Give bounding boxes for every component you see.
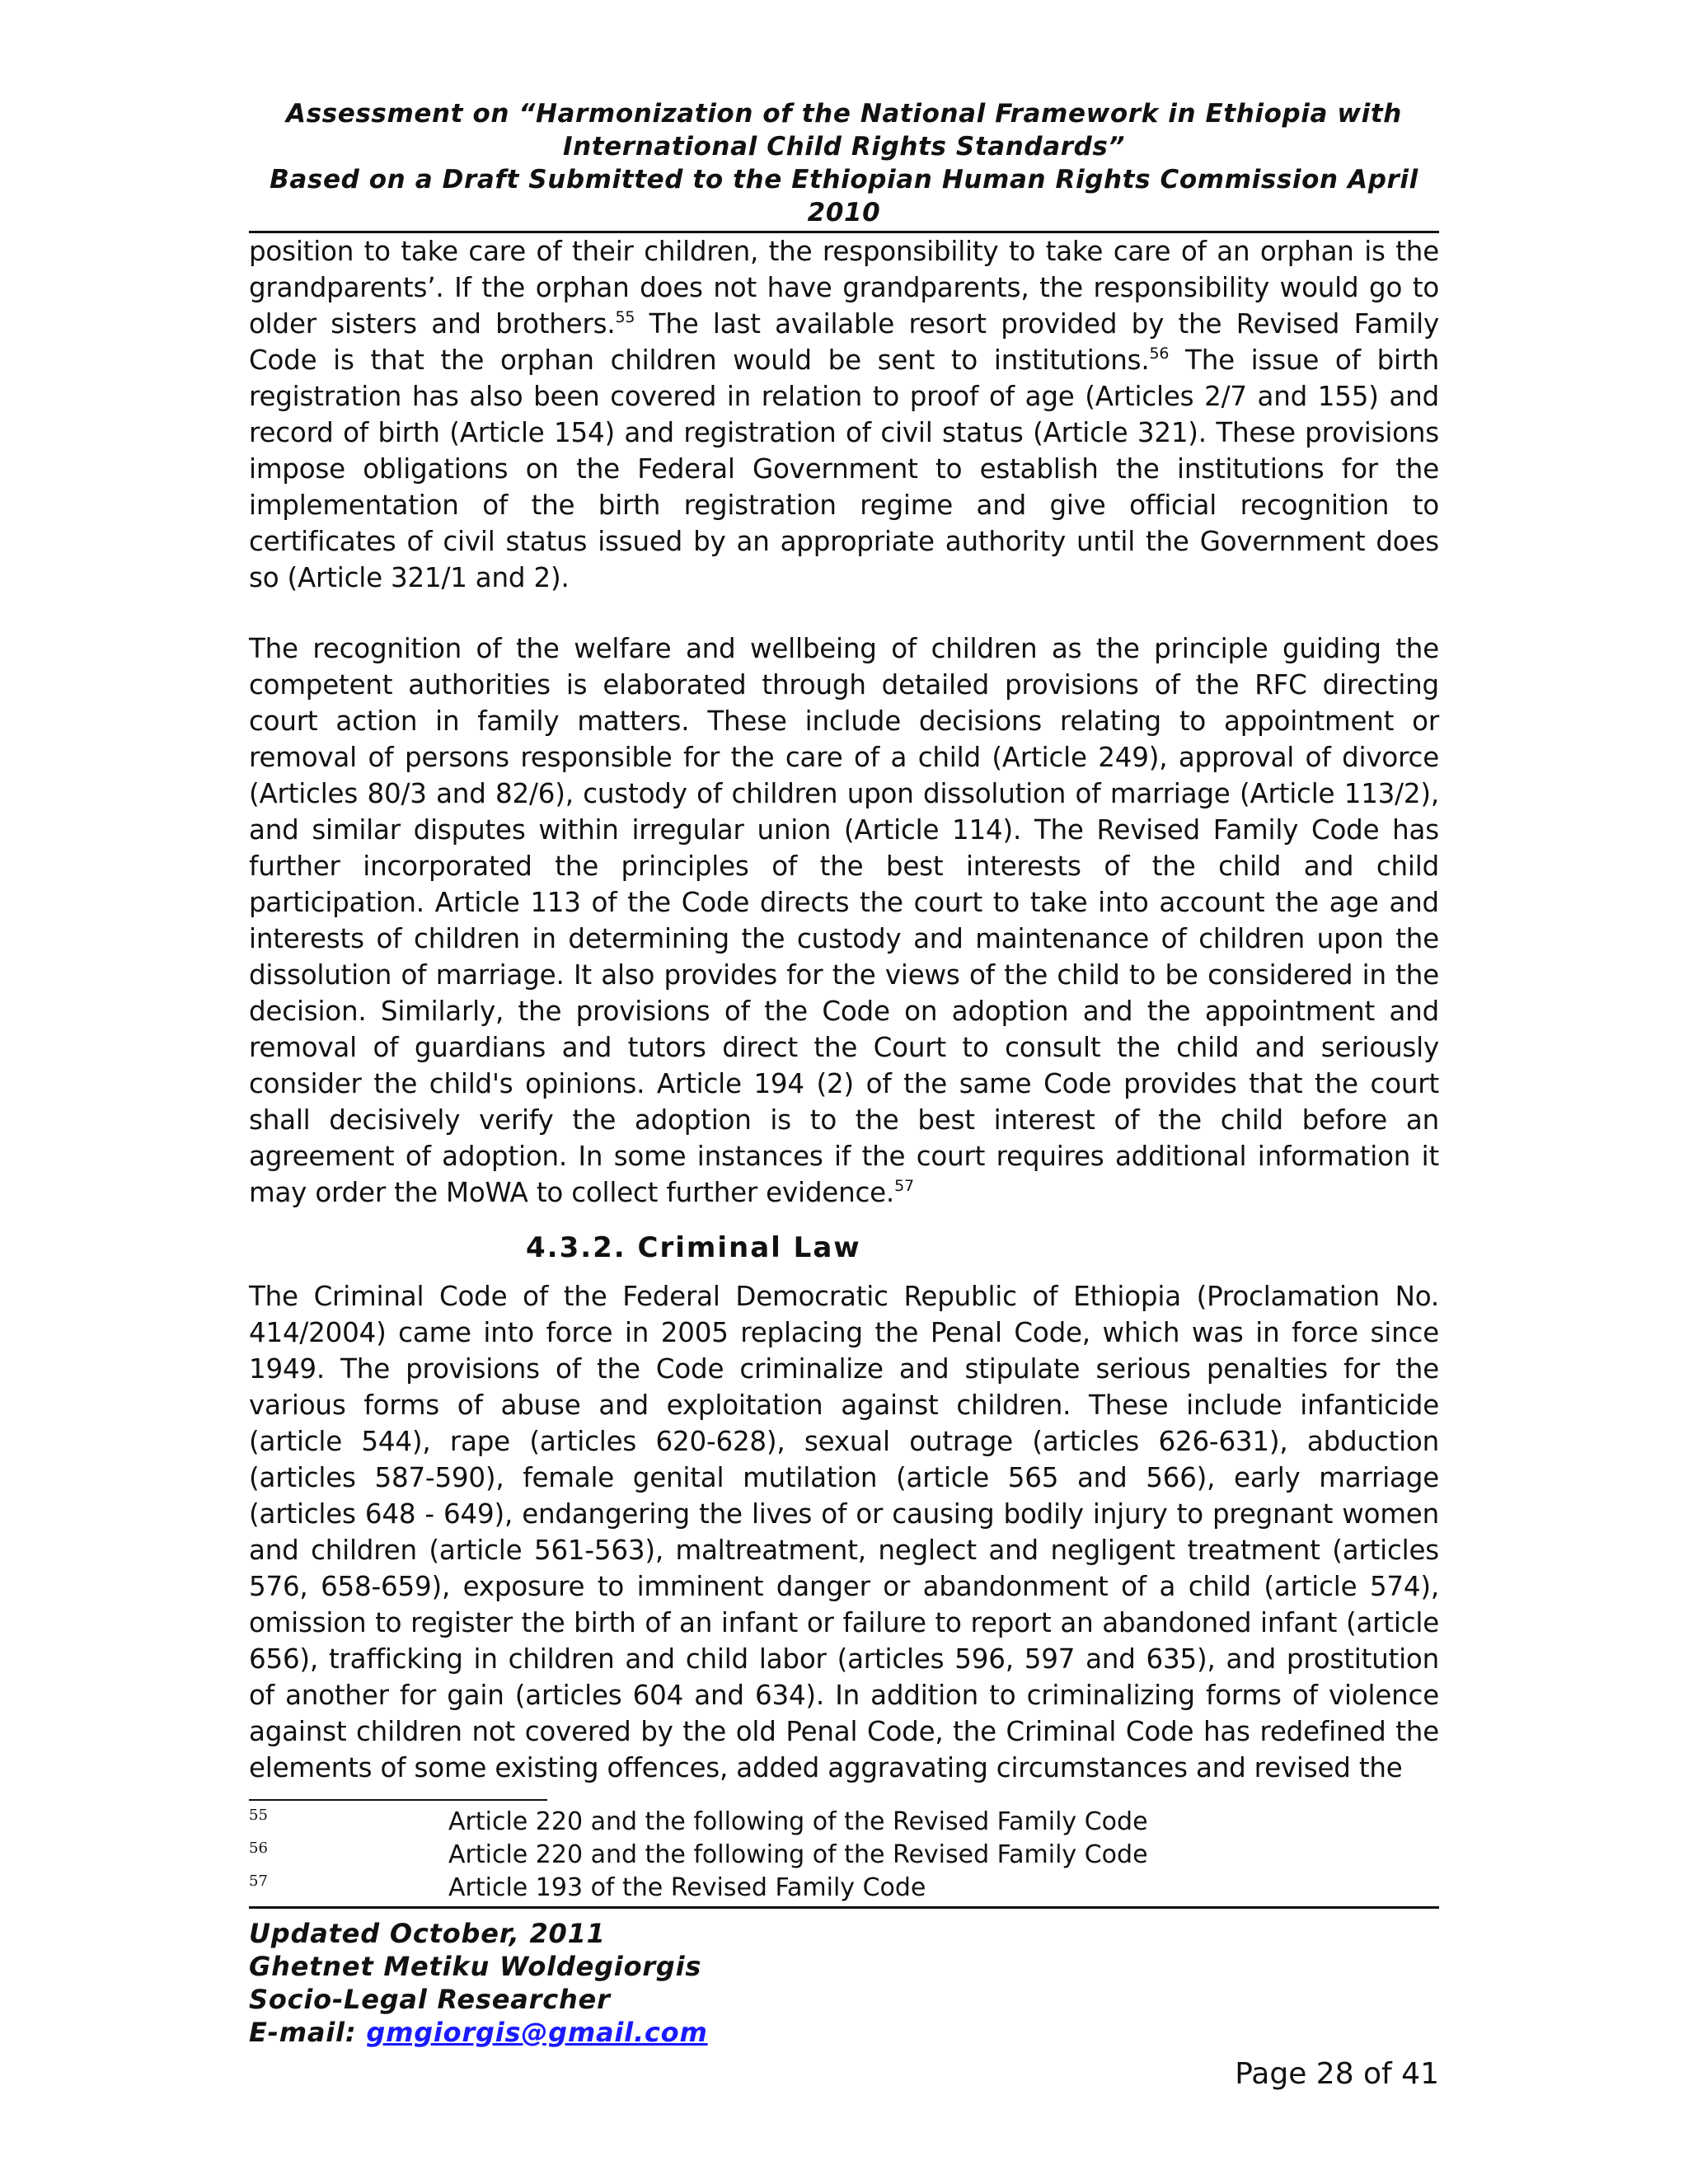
footnote-text: Article 193 of the Revised Family Code: [448, 1873, 926, 1902]
page-number: Page 28 of 41: [1235, 2057, 1439, 2091]
footnote-57: [249, 1872, 1439, 1905]
paragraph-text: position to take care of their children, the responsibility to take care of an orphan is the grandparents’. If the orphan does not have grandparents, the responsibility would go to older sisters and brothers.: [249, 236, 1439, 340]
footer-author-name: Ghetnet Metiku Woldegiorgis: [249, 1951, 702, 1982]
header-title-line-2: International Child Rights Standards”: [562, 132, 1126, 162]
footnote-number: 55: [249, 1807, 268, 1824]
footer-email-label: E-mail:: [249, 2017, 367, 2048]
paragraph-orphan-care: [249, 233, 1439, 596]
footnote-divider: [249, 1799, 547, 1801]
paragraph-text: The recognition of the welfare and wellbeing of children as the principle guiding the competent authorities is elaborated through detailed provisions of the RFC directing court action in family matters. These include decisions relating to appointment or removal of persons responsible for the care of a child (Article 249), approval of divorce (Articles 80/3 and 82/6), custody of children upon dissolution of marriage (Article 113/2), and similar disputes within irregular union (Article 114). The Revised Family Code has further incorporated the principles of the best interests of the child and child participation. Article 113 of the Code directs the court to take into account the age and interests of children in determining the custody and maintenance of children upon the dissolution of marriage. It also provides for the views of the child to be considered in the decision. Similarly, the provisions of the Code on adoption and the appointment and removal of guardians and tutors direct the Court to consult the child and seriously consider the child's opinions. Article 194 (2) of the same Code provides that the court shall decisively verify the adoption is to the best interest of the child before an agreement of adoption. In some instances if the court requires additional information it may order the MoWA to collect further evidence.: [249, 633, 1439, 1208]
section-heading-criminal-law: 4.3.2. Criminal Law: [526, 1231, 861, 1264]
footnote-56: [249, 1839, 1439, 1872]
footnote-ref-56[interactable]: 56: [1149, 344, 1170, 363]
footnote-ref-57[interactable]: 57: [894, 1177, 914, 1195]
running-header: [249, 97, 1439, 229]
header-subtitle: Based on a Draft Submitted to the Ethiopian Human Rights Commission April 2010: [270, 165, 1418, 227]
footnote-text: Article 220 and the following of the Revised Family Code: [448, 1840, 1148, 1869]
footnote-ref-55[interactable]: 55: [615, 308, 635, 326]
document-page: [249, 97, 1439, 2091]
footer-email-link[interactable]: gmgiorgis@gmail.com: [366, 2017, 708, 2048]
paragraph-text: The issue of birth registration has also been covered in relation to proof of age (Articles 2/7 and 155) and record of birth (Article 154) and registration of civil status (Article 321). These provisions impose obligations on the Federal Government to establish the institutions for the implementation of the birth registration regime and give official recognition to certificates of civil status issued by an appropriate authority until the Government does so (Article 321/1 and 2).: [249, 344, 1439, 593]
footnote-text: Article 220 and the following of the Revised Family Code: [448, 1807, 1148, 1836]
footer-author-role: Socio-Legal Researcher: [249, 1984, 611, 2015]
footer-updated-date: Updated October, 2011: [249, 1918, 606, 1949]
running-footer: [249, 1917, 1439, 2049]
paragraph-criminal-code: The Criminal Code of the Federal Democratic Republic of Ethiopia (Proclamation No. 414/2004) came into force in 2005 replacing the Penal Code, which was in force since 1949. The provisions of the Code criminalize and stipulate serious penalties for the various forms of abuse and exploitation against children. These include infanticide (article 544), rape (articles 620-628), sexual outrage (articles 626-631), abduction (articles 587-590), female genital mutilation (article 565 and 566), early marriage (articles 648 - 649), endangering the lives of or causing bodily injury to pregnant women and children (article 561-563), maltreatment, neglect and negligent treatment (articles 576, 658-659), exposure to imminent danger or abandonment of a child (article 574), omission to register the birth of an infant or failure to report an abandoned infant (article 656), trafficking in children and child labor (articles 596, 597 and 635), and prostitution of another for gain (articles 604 and 634). In addition to criminalizing forms of violence against children not covered by the old Penal Code, the Criminal Code has redefined the elements of some existing offences, added aggravating circumstances and revised the: [249, 1281, 1439, 1783]
footnote-55: [249, 1806, 1439, 1839]
paragraph-text: The last available resort provided by the Revised Family Code is that the orphan children would be sent to institutions.: [249, 308, 1440, 376]
paragraph-welfare-of-children: [249, 630, 1439, 1211]
paragraph-spacer: [249, 596, 1439, 630]
footer-email-line: [249, 2016, 1439, 2049]
footnote-number: 57: [249, 1872, 268, 1890]
header-title-line-1: Assessment on “Harmonization of the National Framework in Ethiopia with: [286, 99, 1402, 129]
footnote-number: 56: [249, 1840, 268, 1857]
footer-divider: [249, 1906, 1439, 1909]
